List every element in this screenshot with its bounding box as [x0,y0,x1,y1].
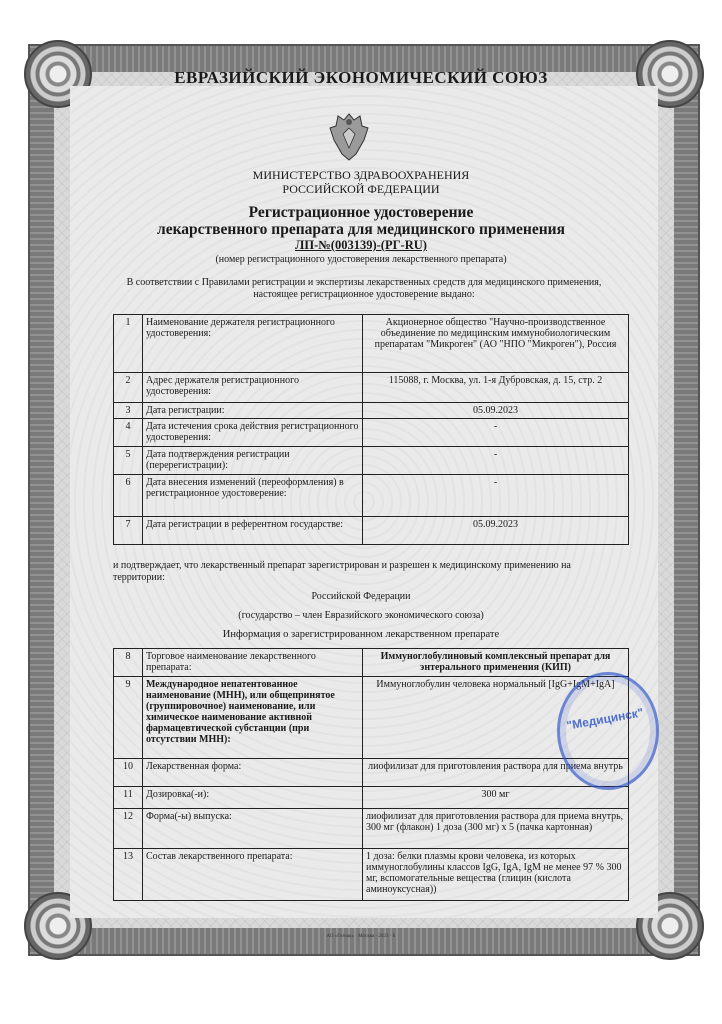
table-row: 4 Дата истечения срока действия регистрационного удостоверения: - [114,419,629,447]
coat-of-arms-icon [326,110,372,164]
table-row: 12 Форма(-ы) выпуска: лиофилизат для приготовления раствора для приема внутрь, 300 мг (флакон) 1 доза (300 мг) x 5 (пачка картонная) [114,809,629,849]
country-name: Российской Федерации [311,591,411,602]
stamp-text: "Медицинск" [565,705,645,733]
certificate-title: Регистрационное удостоверение лекарственного препарата для медицинского применения [157,204,565,238]
confirmation-text: и подтверждает, что лекарственный препарат зарегистрирован и разрешен к медицинскому применению на территории: [113,560,571,583]
table-row: 11 Дозировка(-и): 300 мг [114,787,629,809]
table-row: 2 Адрес держателя регистрационного удостоверения: 115088, г. Москва, ул. 1-я Дубровская, д. 15, стр. 2 [114,373,629,403]
union-title: ЕВРАЗИЙСКИЙ ЭКОНОМИЧЕСКИЙ СОЮЗ [174,68,548,87]
drug-info-table [113,648,629,901]
certificate-number: ЛП-№(003139)-(РГ-RU) [295,238,427,252]
certificate-number-caption: (номер регистрационного удостоверения лекарственного препарата) [215,254,507,265]
drug-info-heading: Информация о зарегистрированном лекарственном препарате [222,629,500,640]
holder-info-table [113,314,629,545]
table-row: 1 Наименование держателя регистрационного удостоверения: Акционерное общество "Научно-производственное объединение по медицинским иммунобиологическим препаратам "Микроген" (АО "НПО "Микроген"), Россия [114,315,629,373]
ministry-name: МИНИСТЕРСТВО ЗДРАВООХРАНЕНИЯ РОССИЙСКОЙ ФЕДЕРАЦИИ [252,168,470,196]
table-row: 10 Лекарственная форма: лиофилизат для приготовления раствора для приема внутрь [114,759,629,787]
table-row: 13 Состав лекарственного препарата: 1 доза: белки плазмы крови человека, из которых иммуноглобулины классов IgG, IgA, IgM не менее 97 % 300 мг, вспомогательные вещества (глицин (кислота аминоуксусная)) [114,849,629,901]
table-row: 9 Международное непатентованное наименование (МНН), или общепринятое (группировочное) наименование, или химическое наименование активной фармацевтической субстанции (при отсутствии МНН): Иммуноглобулин человека нормальный [IgG+IgM+IgA] [114,677,629,759]
intro-text: В соответствии с Правилами регистрации и экспертизы лекарственных средств для медицинского применения, настоящее регистрационное удостоверение выдано: [126,277,602,300]
guilloche-border-bottom [30,928,698,954]
printer-imprint: АО «Гознак» · Москва · 2023 · Б [326,934,396,939]
table-row: 5 Дата подтверждения регистрации (перерегистрации): - [114,447,629,475]
country-caption: (государство – член Евразийского экономического союза) [238,610,484,621]
table-row: 8 Торговое наименование лекарственного препарата: Иммуноглобулиновый комплексный препарат для энтерального применения (КИП) [114,649,629,677]
table-row: 6 Дата внесения изменений (переоформления) в регистрационное удостоверение: - [114,475,629,517]
table-row: 3 Дата регистрации: 05.09.2023 [114,403,629,419]
table-row: 7 Дата регистрации в референтном государстве: 05.09.2023 [114,517,629,545]
